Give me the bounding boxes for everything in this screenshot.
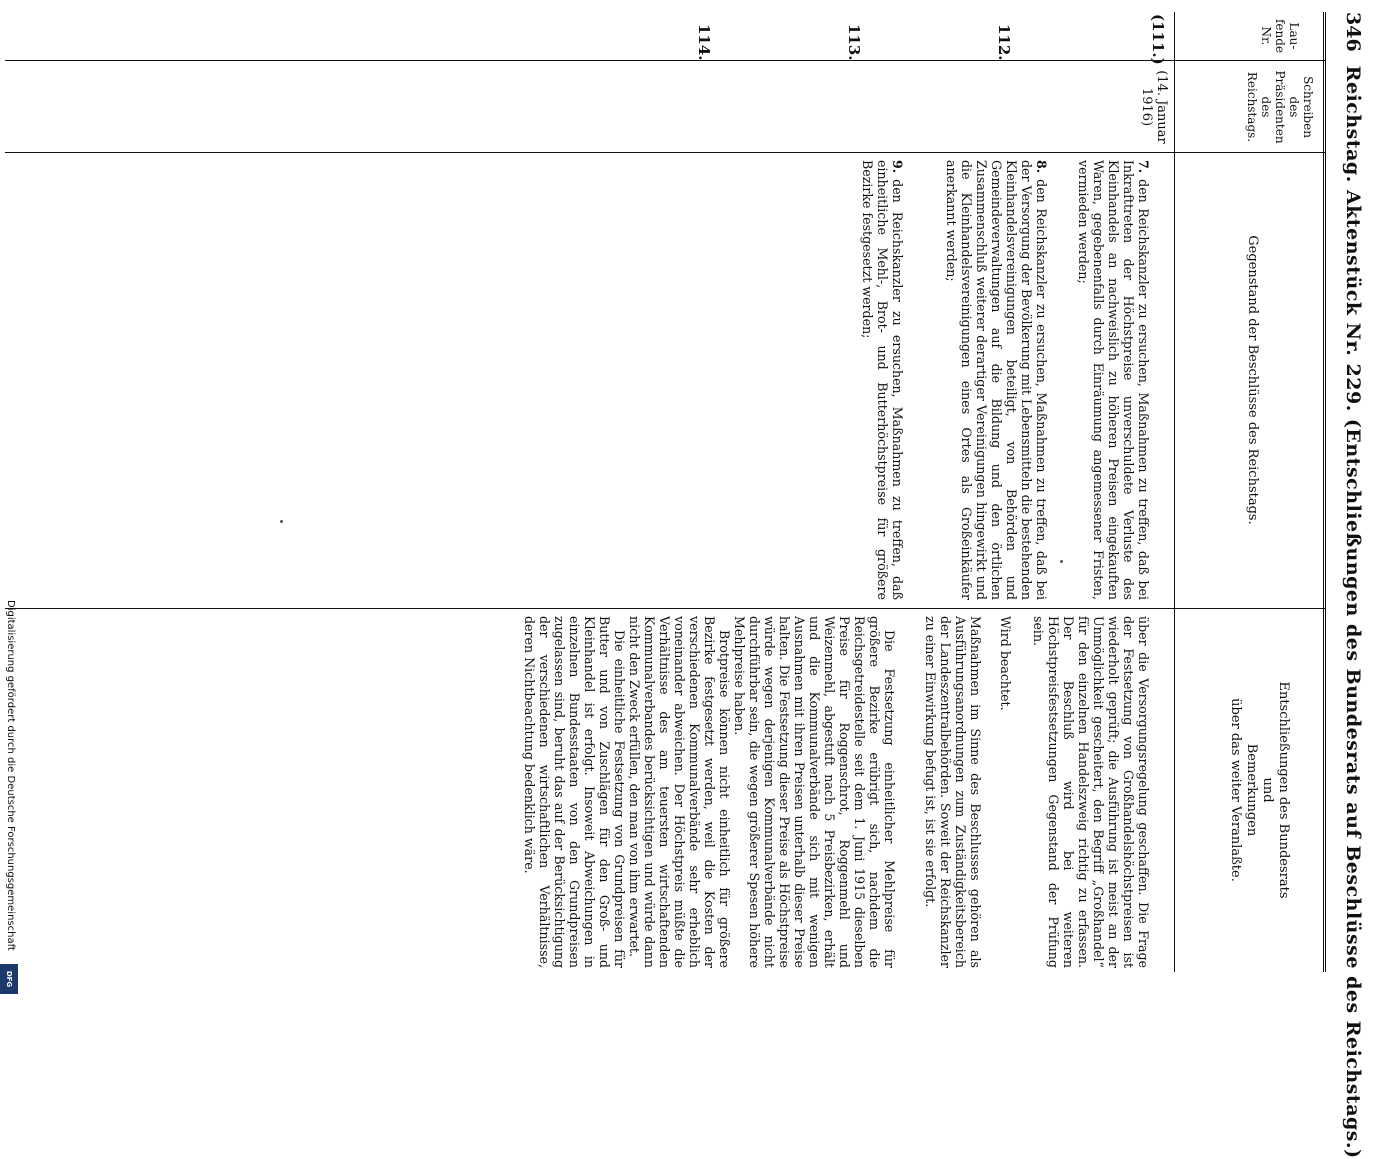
scan-speck bbox=[280, 520, 283, 523]
column-header-schreiben bbox=[1245, 62, 1315, 152]
page-title: Reichstag. Aktenstück Nr. 229. (Entschließungen des Bundesrats auf Beschlüsse des Reichstags.) bbox=[1342, 65, 1364, 1159]
remark-114 bbox=[522, 616, 897, 968]
item-text: den Reichskanzler zu ersuchen, Maßnahmen zu treffen, daß bei Inkrafttreten der Höchstpreise unverschuldete Verluste des Kleinhandels an nachweislich zu höheren Preisen eingekauften Waren, gegebenenfalls durch Einräumung angemessener Fristen, vermieden werden; bbox=[1076, 160, 1151, 600]
column-header-gegenstand: Gegenstand der Beschlüsse des Reichstags. bbox=[1245, 235, 1260, 525]
remark-111: über die Versorgungsregelung geschaffen. Die Frage der Festsetzung von Großhandelshöchstpreisen ist wiederholt geprüft; die Ausführung ist meist an der Unmöglichkeit gescheitert, den Begriff „Großhandel“ für den einzelnen Handelszweig richtig zu erfassen. Der Beschluß wird bei weiteren Höchstpreisfestsetzungen Gegenstand der Prüfung sein. bbox=[1031, 616, 1151, 968]
item-text: den Reichskanzler zu ersuchen, Maßnahmen zu treffen, daß bei der Versorgung der Bevölkerung mit Lebensmitteln die bestehenden Kleinhandelsvereinigungen beteiligt, von Behörden und Gemeindeverwaltungen auf die Bildung und den örtlichen Zusammenschluß weiterer derartiger Vereinigungen hingewirkt und die Kleinhandelsvereinigungen eines Ortes als Großeinkäufer anerkannt werden; bbox=[944, 160, 1049, 600]
header-line: über das weiter Veranlaßte. bbox=[1228, 698, 1243, 882]
remark-paragraph: Die Festsetzung einheitlicher Mehlpreise für größere Bezirke erübrigt sich, nachdem die Reichsgetreidestelle seit dem 1. Juni 1915 dieselben Preise für Roggenschrot, Roggenmehl und Weizenmehl, abgestuft nach 5 Preisbezirken, erhält und die Kommunalverbände sich mit wenigen Ausnahmen mit ihren Preisen unterhalb dieser Preise halten. Die Festsetzung dieser Preise als Höchstpreise würde wegen derjenigen Kommunalverbände nicht durchführbar sein, die wegen größerer Spesen höhere Mehlpreise haben. bbox=[732, 616, 897, 968]
header-line: Reichstags. bbox=[1245, 71, 1259, 143]
header-line: Lau- bbox=[1287, 22, 1301, 50]
resolution-item bbox=[944, 160, 1049, 600]
remark-113: Maßnahmen im Sinne des Beschlusses gehören als Ausführungsanordnungen zum Zuständigkeitsbereich der Landeszentralbehörden. Soweit der Reichskanzler zu einer Einwirkung befugt ist, ist sie erfolgt. bbox=[923, 616, 983, 968]
header-rule bbox=[1323, 12, 1326, 972]
item-number: 8. bbox=[1034, 160, 1049, 174]
column-divider bbox=[5, 608, 1325, 609]
row-number: (111.) bbox=[1149, 14, 1167, 65]
remark-paragraph: Die einheitliche Festsetzung von Grundpreisen für Butter und von Zuschlägen für den Groß- und Kleinhandel ist erfolgt. Insoweit Abweichungen in einzelnen Bundesstaaten von den Grundpreisen zugelassen sind, beruht das auf der Berücksichtigung der verschiedenen wirtschaftlichen Verhältnisse, deren Nichtbeachtung bedenklich wäre. bbox=[522, 616, 627, 968]
header-line: des bbox=[1259, 96, 1273, 118]
scan-speck bbox=[1060, 560, 1063, 563]
header-line: Nr. bbox=[1259, 26, 1273, 46]
header-separator bbox=[1174, 12, 1175, 972]
item-number: 7. bbox=[1136, 160, 1151, 174]
column-header-entschliessungen bbox=[1227, 610, 1291, 970]
page-header bbox=[1335, 12, 1371, 1159]
column-header-lfd bbox=[1259, 12, 1301, 60]
page-number: 346 bbox=[1342, 12, 1364, 52]
dfg-logo-text: DFG bbox=[5, 970, 13, 988]
header-line: Präsidenten bbox=[1273, 70, 1287, 144]
header-line: Entschließungen des Bundesrats bbox=[1276, 681, 1291, 899]
header-line: Bemerkungen bbox=[1244, 743, 1259, 837]
column-divider bbox=[5, 152, 1325, 153]
header-line: Schreiben bbox=[1301, 76, 1315, 138]
row-number: 114. bbox=[695, 24, 713, 61]
row-date: (14. Januar 1916) bbox=[1139, 70, 1169, 144]
remark-paragraph: Brotpreise können nicht einheitlich für größere Bezirke festgesetzt werden, weil die Kosten der verschiedenen Kommunalverbände sehr erheblich voneinander abweichen. Der Höchstpreis müßte die Verhältnisse des am teuersten wirtschaftenden Kommunalverbandes berücksichtigen und würde dann nicht den Zweck erfüllen, den man von ihm erwartet. bbox=[627, 616, 732, 968]
dfg-logo bbox=[0, 964, 18, 994]
column-divider bbox=[5, 60, 1325, 61]
row-number: 112. bbox=[995, 24, 1013, 61]
header-line: fende bbox=[1273, 18, 1287, 54]
item-number: 9. bbox=[890, 160, 905, 174]
row-number: 113. bbox=[845, 24, 863, 61]
header-line: und bbox=[1260, 777, 1275, 803]
header-line: des bbox=[1287, 96, 1301, 118]
item-text: den Reichskanzler zu ersuchen, Maßnahmen zu treffen, daß einheitliche Mehl-, Brot- und Butterhöchstpreise für größere Bezirke festgesetzt werden; bbox=[860, 160, 905, 600]
digitization-note-text: Digitalisierung gefördert durch die Deutsche Forschungsgemeinschaft bbox=[5, 600, 16, 951]
remark-112: Wird beachtet. bbox=[998, 616, 1013, 711]
resolution-item bbox=[1076, 160, 1151, 600]
digitization-note bbox=[0, 600, 20, 1000]
resolution-item bbox=[860, 160, 905, 600]
